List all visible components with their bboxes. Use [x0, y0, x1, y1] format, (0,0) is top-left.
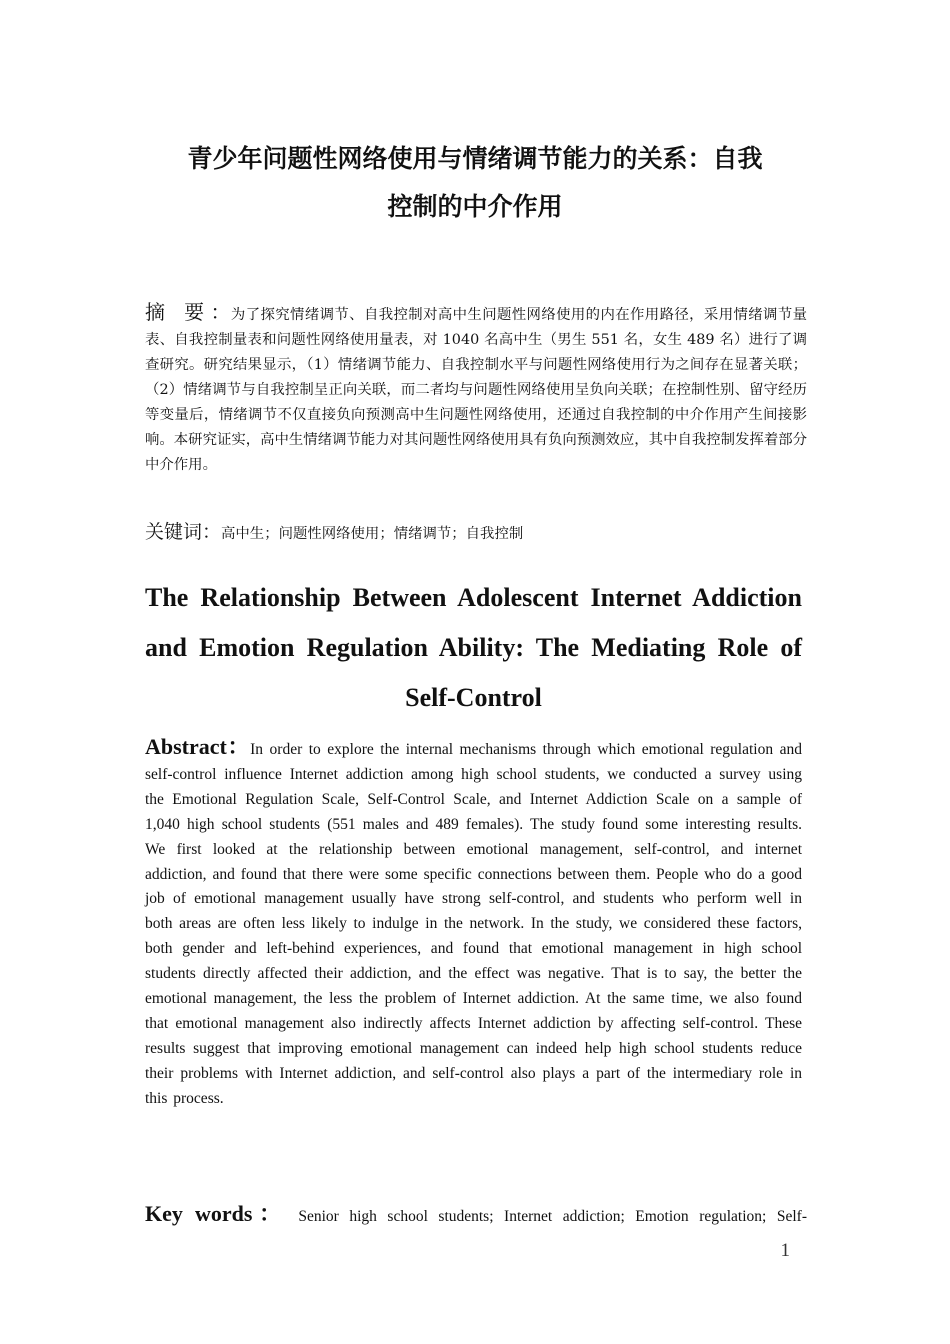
english-keywords-label: Key words： — [145, 1201, 288, 1226]
chinese-title — [145, 135, 805, 231]
english-abstract — [145, 735, 802, 1112]
page-number: 1 — [780, 1240, 790, 1261]
english-keywords-text: Senior high school students; Internet addiction; Emotion regulation; Self- — [298, 1208, 807, 1225]
chinese-keywords-label: 关键词： — [145, 521, 222, 543]
chinese-title-line-2: 控制的中介作用 — [387, 192, 563, 221]
english-keywords — [145, 1198, 807, 1233]
chinese-title-line-1: 青少年问题性网络使用与情绪调节能力的关系：自我 — [187, 144, 763, 173]
chinese-abstract — [145, 300, 807, 478]
chinese-abstract-text: 为了探究情绪调节、自我控制对高中生问题性网络使用的内在作用路径，采用情绪调节量表、自我控制量表和问题性网络使用量表，对 1040 名高中生（男生 551 名，女生 489 名）进行了调查研究。研究结果显示，（1）情绪调节能力、自我控制水平与问题性网络使用行为之间存在显著关联；（2）情绪调节与自我控制呈正向关联，而二者均与问题性网络使用呈负向关联；在控制性别、留守经历等变量后，情绪调节不仅直接负向预测高中生问题性网络使用，还通过自我控制的中介作用产生间接影响。本研究证实，高中生情绪调节能力对其问题性网络使用具有负向预测效应，其中自我控制发挥着部分中介作用。 — [145, 307, 807, 473]
chinese-abstract-colon: ： — [210, 300, 231, 324]
english-title: The Relationship Between Adolescent Internet Addiction and Emotion Regulation Ability: The Mediating Role of Self-Control — [145, 583, 802, 712]
chinese-keywords-text: 高中生；问题性网络使用；情绪调节；自我控制 — [221, 526, 524, 542]
chinese-keywords — [145, 518, 805, 548]
english-abstract-text: In order to explore the internal mechanisms through which emotional regulation and self-control influence Internet addiction among high school students, we conducted a survey using the Emotional Regulation Scale, Self-Control Scale, and Internet Addiction Scale on a sample of 1,040 high school students (551 males and 489 females). The study found some interesting results. We first looked at the relationship between emotional management, self-control, and internet addiction, and found that there were some specific connections between them. People who do a good job of emotional management usually have strong self-control, and students who perform well in both areas are often less likely to indulge in the network. In the study, we considered these factors, both gender and left-behind experiences, and found that emotional management in high school students directly affected their addiction, and the effect was negative. That is to say, the better the emotional management, the less the problem of Internet addiction. At the same time, we also found that emotional management also indirectly affects Internet addiction by affecting self-control. These results suggest that improving emotional management can indeed help high school students reduce their problems with Internet addiction, and self-control also plays a part of the intermediary role in this process. — [145, 741, 802, 1107]
english-abstract-label: Abstract： — [145, 734, 251, 759]
chinese-abstract-label: 摘 要 — [145, 300, 211, 324]
